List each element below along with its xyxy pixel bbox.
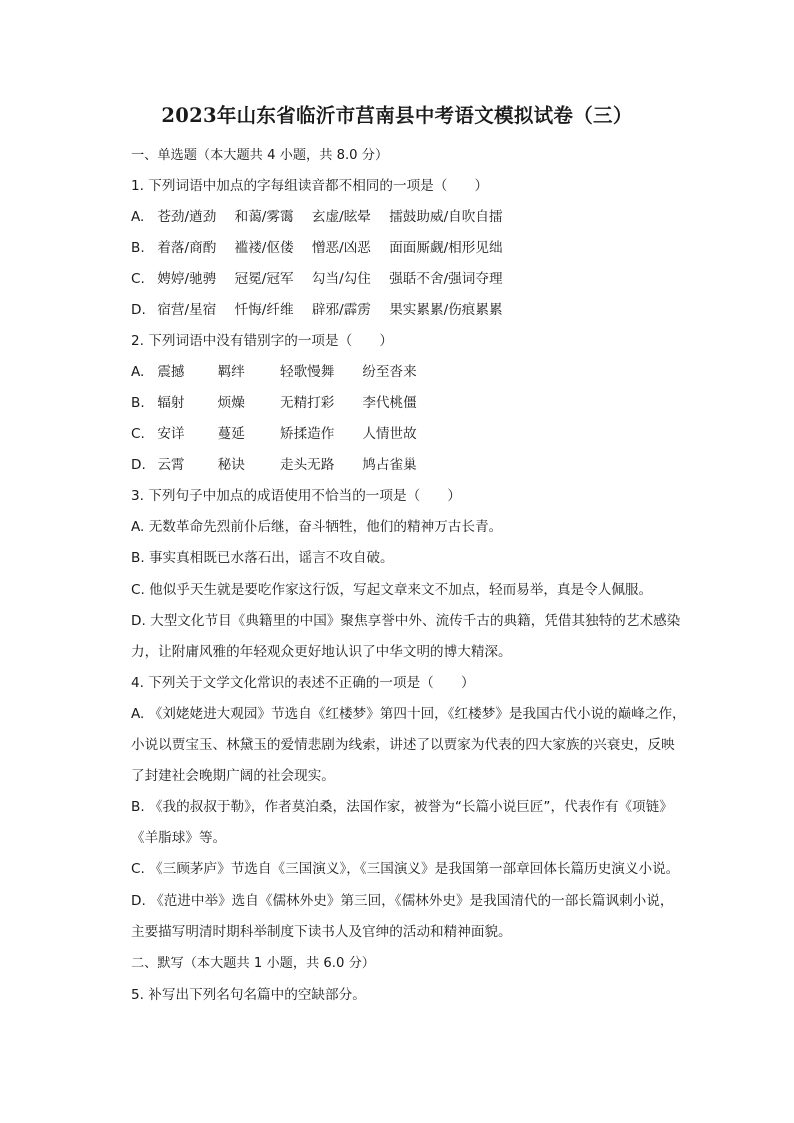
question-4-option-b-line1: B. 《我的叔叔于勒》，作者莫泊桑，法国作家，被誉为“长篇小说巨匠”，代表作有《项链》 bbox=[131, 799, 673, 815]
question-1-option-d: D. 宿营/星宿 忏悔/纤维 辟邪/霹雳 果实累累/伤痕累累 bbox=[131, 302, 503, 318]
question-4-option-b-line2: 《羊脂球》等。 bbox=[131, 830, 227, 846]
question-4-option-c: C. 《三顾茅庐》节选自《三国演义》，《三国演义》是我国第一部章回体长篇历史演义小说。 bbox=[131, 861, 680, 877]
question-4-option-a-line2: 小说以贾宝玉、林黛玉的爱情悲剧为线索，讲述了以贾家为代表的四大家族的兴衰史，反映 bbox=[131, 737, 675, 753]
section-heading-dictation: 二、默写（本大题共 1 小题，共 6.0 分） bbox=[131, 956, 375, 971]
page-title: 2023年山东省临沂市莒南县中考语文模拟试卷（三） bbox=[161, 104, 633, 127]
question-2-option-d: D. 云霄 秘诀 走头无路 鸠占雀巢 bbox=[131, 457, 417, 473]
question-1-option-b: B. 着落/商酌 褴褛/伛偻 憎恶/凶恶 面面厮觑/相形见绌 bbox=[131, 240, 503, 256]
question-3-option-a: A. 无数革命先烈前仆后继，奋斗牺牲，他们的精神万古长青。 bbox=[131, 519, 503, 535]
question-2-stem: 2. 下列词语中没有错别字的一项是（ ） bbox=[131, 333, 393, 349]
question-4-option-d-line2: 主要描写明清时期科举制度下读书人及官绅的活动和精神面貌。 bbox=[131, 924, 512, 940]
question-4-stem: 4. 下列关于文学文化常识的表述不正确的一项是（ ） bbox=[131, 675, 475, 691]
question-4-option-a-line3: 了封建社会晚期广阔的社会现实。 bbox=[131, 768, 335, 784]
question-5-stem: 5. 补写出下列名句名篇中的空缺部分。 bbox=[131, 987, 366, 1003]
question-2-option-b: B. 辐射 烦燥 无精打彩 李代桃僵 bbox=[131, 395, 417, 411]
question-3-option-d-line1: D. 大型文化节目《典籍里的中国》聚焦享誉中外、流传千古的典籍，凭借其独特的艺术感染 bbox=[131, 613, 681, 629]
section-heading-single-choice: 一、单选题（本大题共 4 小题，共 8.0 分） bbox=[131, 148, 389, 163]
question-3-option-d-line2: 力，让附庸风雅的年轻观众更好地认识了中华文明的博大精深。 bbox=[131, 644, 512, 660]
question-2-option-c: C. 安详 蔓延 矫揉造作 人情世故 bbox=[131, 426, 417, 442]
question-3-option-b: B. 事实真相既已水落石出，谣言不攻自破。 bbox=[131, 550, 394, 566]
question-4-option-d-line1: D. 《范进中举》选自《儒林外史》第三回，《儒林外史》是我国清代的一部长篇讽刺小说， bbox=[131, 893, 674, 909]
question-3-stem: 3. 下列句子中加点的成语使用不恰当的一项是（ ） bbox=[131, 488, 461, 504]
question-1-stem: 1. 下列词语中加点的字每组读音都不相同的一项是（ ） bbox=[131, 178, 489, 194]
question-1-option-c: C. 娉婷/驰骋 冠冕/冠军 勾当/勾住 强聒不舍/强词夺理 bbox=[131, 271, 503, 287]
question-2-option-a: A. 震撼 羁绊 轻歌慢舞 纷至沓来 bbox=[131, 364, 417, 380]
question-3-option-c: C. 他似乎天生就是要吃作家这行饭，写起文章来文不加点，轻而易举，真是令人佩服。 bbox=[131, 582, 653, 598]
question-4-option-a-line1: A. 《刘姥姥进大观园》节选自《红楼梦》第四十回，《红楼梦》是我国古代小说的巅峰之作， bbox=[131, 706, 686, 722]
question-1-option-a: A. 苍劲/遒劲 和蔼/雾霭 玄虚/眩晕 擂鼓助威/自吹自擂 bbox=[131, 209, 503, 225]
